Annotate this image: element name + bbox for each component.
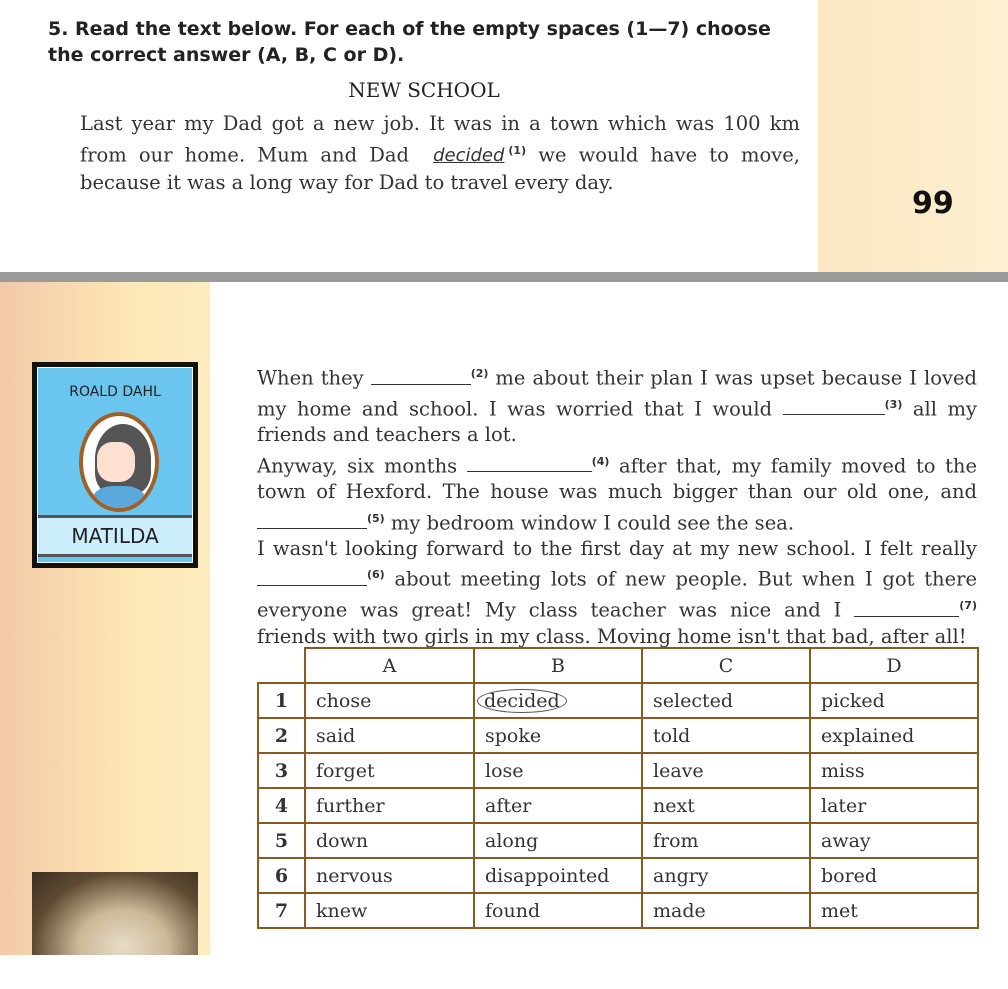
option-cell: down (305, 823, 474, 858)
book-author: ROALD DAHL (69, 384, 161, 400)
filled-answer: decided (433, 145, 505, 166)
column-header: A (305, 648, 474, 683)
column-header: C (642, 648, 810, 683)
column-header: B (474, 648, 642, 683)
option-cell: selected (642, 683, 810, 718)
table-header-row (258, 648, 978, 683)
answer-table (257, 647, 979, 929)
option-cell: knew (305, 893, 474, 928)
table-row (258, 753, 978, 788)
option-cell: along (474, 823, 642, 858)
option-cell (474, 683, 642, 718)
option-cell: angry (642, 858, 810, 893)
option-cell: disappointed (474, 858, 642, 893)
question-number: 4 (258, 788, 305, 823)
question-number: 7 (258, 893, 305, 928)
question-number: 3 (258, 753, 305, 788)
intro-paragraph: Last year my Dad got a new job. It was in a town which was 100 km from our home. Mum and Dad decided $^{(1)}$ we would have to move, because it was a long way for Dad to travel every day. (80, 112, 800, 194)
book-cover-image (32, 362, 198, 568)
passage: When they $^{(2)}$ me about their plan I was upset because I loved my home and school. I was worried that I would $^{(3)}$ all my friends and teachers a lot. Anyway, six months $^{(4)}$ after that, my family moved to the town of Hexford. The house was much bigger than our old one, and $^{(5)}$ my bedroom window I could see the sea. I wasn't looking forward to the first day at my new school. I felt really $^{(6)}$ about meeting lots of new people. But when I got there everyone was great! My class teacher was nice and I $^{(7)}$ friends with two girls in my class. Moving home isn't that bad, after all! (257, 366, 978, 648)
table-row (258, 683, 978, 718)
option-cell: leave (642, 753, 810, 788)
option-cell: nervous (305, 858, 474, 893)
margin-decoration (818, 0, 1008, 272)
book-title: MATILDA (38, 515, 192, 557)
task-instruction: 5. Read the text below. For each of the empty spaces (1—7) choose the correct answer (A, B, C or D). (48, 18, 771, 66)
circled-answer: decided (477, 689, 567, 713)
option-cell: forget (305, 753, 474, 788)
page-divider (0, 272, 1008, 282)
option-cell: later (810, 788, 978, 823)
option-cell: met (810, 893, 978, 928)
option-cell: lose (474, 753, 642, 788)
table-row (258, 858, 978, 893)
option-cell: away (810, 823, 978, 858)
option-cell: picked (810, 683, 978, 718)
option-cell: miss (810, 753, 978, 788)
page-number: 99 (912, 186, 954, 221)
option-cell: told (642, 718, 810, 753)
option-cell: from (642, 823, 810, 858)
text-title: NEW SCHOOL (348, 78, 500, 102)
option-cell: said (305, 718, 474, 753)
column-header: D (810, 648, 978, 683)
option-cell: found (474, 893, 642, 928)
option-cell: further (305, 788, 474, 823)
table-row (258, 893, 978, 928)
table-row (258, 823, 978, 858)
option-cell: chose (305, 683, 474, 718)
matilda-portrait (79, 412, 159, 512)
option-cell: made (642, 893, 810, 928)
author-photo (32, 872, 198, 955)
option-cell: spoke (474, 718, 642, 753)
table-row (258, 718, 978, 753)
option-cell: bored (810, 858, 978, 893)
question-number: 1 (258, 683, 305, 718)
question-number: 2 (258, 718, 305, 753)
option-cell: after (474, 788, 642, 823)
table-row (258, 788, 978, 823)
question-number: 6 (258, 858, 305, 893)
option-cell: explained (810, 718, 978, 753)
option-cell: next (642, 788, 810, 823)
question-number: 5 (258, 823, 305, 858)
